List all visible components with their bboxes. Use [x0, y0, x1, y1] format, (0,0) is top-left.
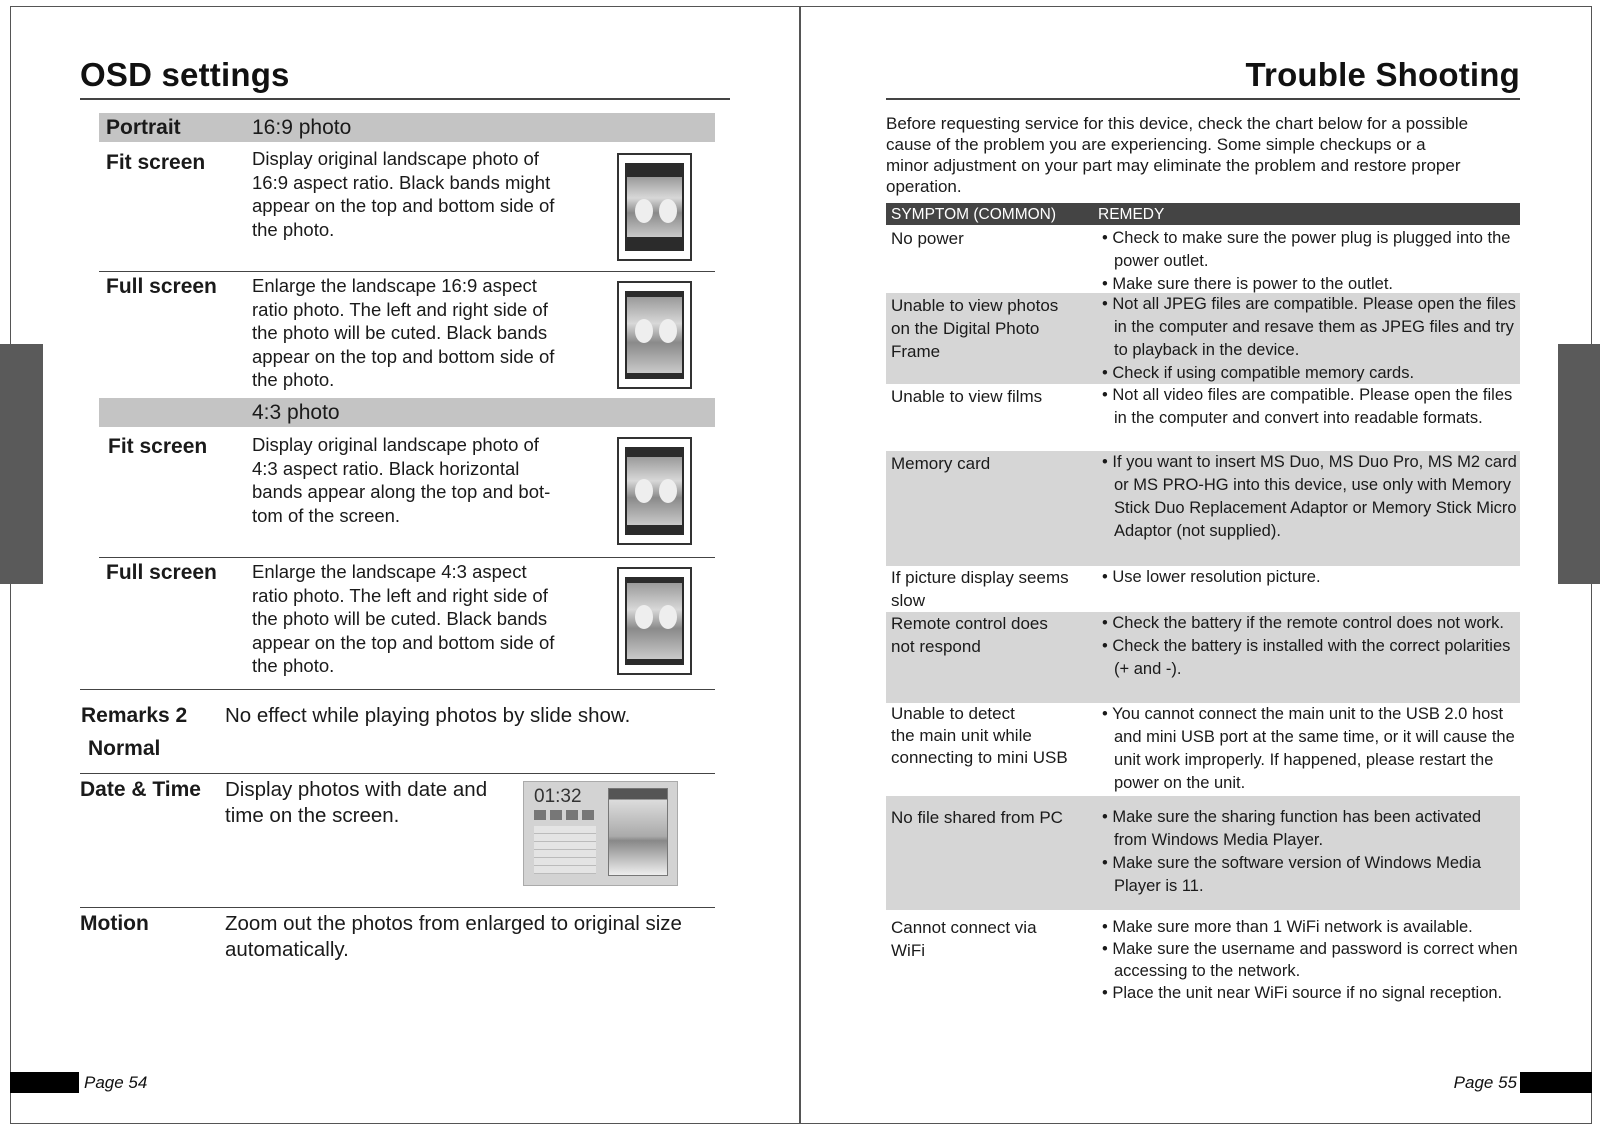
symptom-cell — [891, 227, 1091, 250]
table-row — [886, 612, 1520, 703]
symptom-line: on the Digital Photo — [891, 319, 1040, 338]
full-screen-43-label: Full screen — [106, 561, 217, 584]
remedy-cell — [1098, 227, 1518, 296]
page-number-right: Page 55 — [1453, 1073, 1517, 1092]
symptom-cell — [891, 566, 1091, 612]
desc-line: bands appear along the top and bot- — [252, 481, 551, 502]
symptom-line: connecting to mini USB — [891, 748, 1068, 767]
date-time-thumbnail — [523, 781, 678, 886]
portrait-band — [99, 113, 715, 142]
band-43 — [99, 398, 715, 427]
remedy-cell — [1098, 806, 1518, 898]
remedy-item: • If you want to insert MS Duo, MS Duo Pro, MS M2 card or MS PRO-HG into this device, use only with Memory Stick Duo Replacement Adaptor or Memory Stick Micro Adaptor (not supplied). — [1102, 453, 1517, 540]
symptom-cell — [891, 385, 1091, 408]
remedy-cell — [1098, 916, 1518, 1004]
remedy-cell — [1098, 293, 1518, 385]
date-time-label: Date & Time — [80, 778, 201, 801]
remedy-cell — [1098, 451, 1518, 543]
full-screen-169-desc — [252, 274, 597, 392]
desc-line: appear on the top and bottom side of — [252, 345, 555, 367]
remedy-item: • Use lower resolution picture. — [1102, 568, 1321, 586]
normal-label: Normal — [88, 737, 161, 760]
osd-settings-title: OSD settings — [80, 56, 290, 93]
desc-line: the photo. — [252, 369, 335, 390]
remedy-item: • Make sure the sharing function has been activated from Windows Media Player. — [1102, 808, 1482, 849]
left-side-tab — [0, 344, 43, 584]
portrait-label: Portrait — [106, 116, 181, 139]
table-header — [886, 203, 1520, 225]
desc-line: tom of the screen. — [252, 504, 401, 526]
divider — [80, 773, 715, 774]
desc-line: ratio photo. The left and right side of — [252, 584, 548, 606]
remedy-item: • Make sure the software version of Windows Media Player is 11. — [1102, 854, 1482, 895]
title-rule-right — [886, 98, 1520, 100]
symptom-line: No file shared from PC — [891, 808, 1063, 827]
symptom-cell — [891, 703, 1091, 769]
desc-line: Display photos with date and — [225, 778, 488, 801]
right-side-tab — [1558, 344, 1600, 584]
intro-line: operation. — [886, 177, 962, 196]
fit-screen-169-label: Fit screen — [106, 151, 206, 174]
remedy-cell — [1098, 703, 1518, 795]
symptom-line: Frame — [891, 342, 941, 361]
divider — [80, 689, 715, 690]
symptom-line: No power — [891, 229, 964, 248]
desc-line: 4:3 aspect ratio. Black horizontal — [252, 457, 520, 479]
desc-line: Zoom out the photos from enlarged to original size — [225, 912, 682, 935]
desc-line: ratio photo. The left and right side of — [252, 298, 548, 320]
photo-43-label: 4:3 photo — [252, 401, 340, 424]
fit-screen-43-thumbnail — [617, 437, 692, 545]
symptom-cell — [891, 452, 1091, 475]
intro-line: Before requesting service for this device, check the chart below for a possible — [886, 114, 1469, 133]
photo-169-label: 16:9 photo — [252, 116, 352, 139]
remedy-cell — [1098, 384, 1518, 430]
symptom-line: If picture display seems — [891, 568, 1069, 587]
page-number-left: Page 54 — [84, 1073, 148, 1092]
divider — [99, 271, 715, 272]
desc-line: the photo will be cuted. Black bands — [252, 322, 548, 343]
full-screen-169-thumbnail — [617, 281, 692, 389]
symptom-line: Unable to view films — [891, 387, 1043, 406]
intro-line: minor adjustment on your part may eliminate the problem and restore proper — [886, 156, 1461, 175]
title-rule-left — [80, 98, 730, 100]
desc-line: Enlarge the landscape 16:9 aspect — [252, 275, 537, 296]
symptom-line: the main unit while — [891, 726, 1032, 745]
remedy-cell — [1098, 612, 1518, 681]
symptom-line: Memory card — [891, 454, 991, 473]
remedy-header: REMEDY — [1098, 206, 1165, 223]
remedy-item: • Make sure the username and password is correct when accessing to the network. — [1102, 940, 1518, 980]
clock-readout: 01:32 — [534, 786, 582, 807]
intro-line: cause of the problem you are experiencing. Some simple checkups or a — [886, 135, 1426, 154]
desc-line: Display original landscape photo of — [252, 434, 539, 455]
desc-line: automatically. — [225, 938, 349, 961]
remedy-item: • Make sure more than 1 WiFi network is available. — [1102, 918, 1473, 936]
table-row — [886, 910, 1520, 1030]
motion-desc — [225, 911, 682, 963]
symptom-line: Cannot connect via — [891, 918, 1037, 937]
desc-line: time on the screen. — [225, 804, 400, 827]
remarks-label: Remarks 2 — [81, 704, 188, 727]
symptom-cell — [891, 612, 1091, 658]
remedy-item: • Place the unit near WiFi source if no signal reception. — [1102, 984, 1503, 1002]
remedy-item: • Not all video files are compatible. Please open the files in the computer and convert into readable formats. — [1102, 386, 1513, 427]
desc-line: appear on the top and bottom side of — [252, 195, 555, 216]
desc-line: the photo. — [252, 218, 335, 240]
full-screen-169-label: Full screen — [106, 275, 217, 298]
fit-screen-169-desc — [252, 147, 597, 241]
full-screen-43-thumbnail — [617, 567, 692, 675]
symptom-header: SYMPTOM (COMMON) — [891, 206, 1057, 223]
desc-line: Enlarge the landscape 4:3 aspect — [252, 561, 527, 582]
trouble-shooting-title: Trouble Shooting — [1245, 56, 1520, 93]
footer-bar-right — [1520, 1072, 1592, 1093]
table-row — [886, 796, 1520, 910]
remedy-item: • Check the battery if the remote control does not work. — [1102, 614, 1504, 632]
symptom-line: not respond — [891, 637, 981, 656]
symptom-line: Unable to view photos — [891, 296, 1059, 315]
remedy-item: • Check the battery is installed with the correct polarities (+ and -). — [1102, 637, 1511, 678]
remedy-item: • Not all JPEG files are compatible. Please open the files in the computer and resave them as JPEG files and try to playback in the device. — [1102, 295, 1516, 359]
remedy-cell — [1098, 566, 1518, 589]
remedy-item: • Check if using compatible memory cards. — [1102, 364, 1415, 382]
remedy-item: • Check to make sure the power plug is plugged into the power outlet. — [1102, 229, 1511, 270]
fit-screen-43-label: Fit screen — [108, 435, 208, 458]
symptom-cell — [891, 294, 1091, 363]
desc-line: the photo will be cuted. Black bands — [252, 608, 548, 629]
remarks-text: No effect while playing photos by slide show. — [225, 704, 631, 727]
table-row — [886, 225, 1520, 293]
remedy-item: • You cannot connect the main unit to the USB 2.0 host and mini USB port at the same time, or it will cause the unit work improperly. If happened, please restart the power on the unit. — [1102, 705, 1515, 792]
intro-paragraph — [886, 113, 1526, 197]
table-row — [886, 703, 1520, 796]
divider — [99, 557, 715, 558]
motion-label: Motion — [80, 912, 149, 935]
full-screen-43-desc — [252, 560, 597, 678]
symptom-line: Remote control does — [891, 614, 1048, 633]
desc-line: 16:9 aspect ratio. Black bands might — [252, 171, 551, 193]
symptom-line: Unable to detect — [891, 704, 1015, 723]
symptom-line: slow — [891, 591, 926, 610]
table-row — [886, 451, 1520, 566]
desc-line: Display original landscape photo of — [252, 148, 539, 169]
divider — [80, 907, 715, 908]
table-row — [886, 384, 1520, 451]
table-row — [886, 293, 1520, 384]
desc-line: the photo. — [252, 655, 335, 676]
remedy-item: • Make sure there is power to the outlet. — [1102, 275, 1394, 293]
footer-bar-left — [10, 1072, 79, 1093]
symptom-cell — [891, 806, 1091, 829]
fit-screen-43-desc — [252, 433, 597, 527]
desc-line: appear on the top and bottom side of — [252, 631, 555, 653]
date-time-desc — [225, 777, 487, 829]
fit-screen-169-thumbnail — [617, 153, 692, 261]
symptom-cell — [891, 916, 1091, 962]
symptom-line: WiFi — [891, 941, 925, 960]
table-row — [886, 566, 1520, 612]
